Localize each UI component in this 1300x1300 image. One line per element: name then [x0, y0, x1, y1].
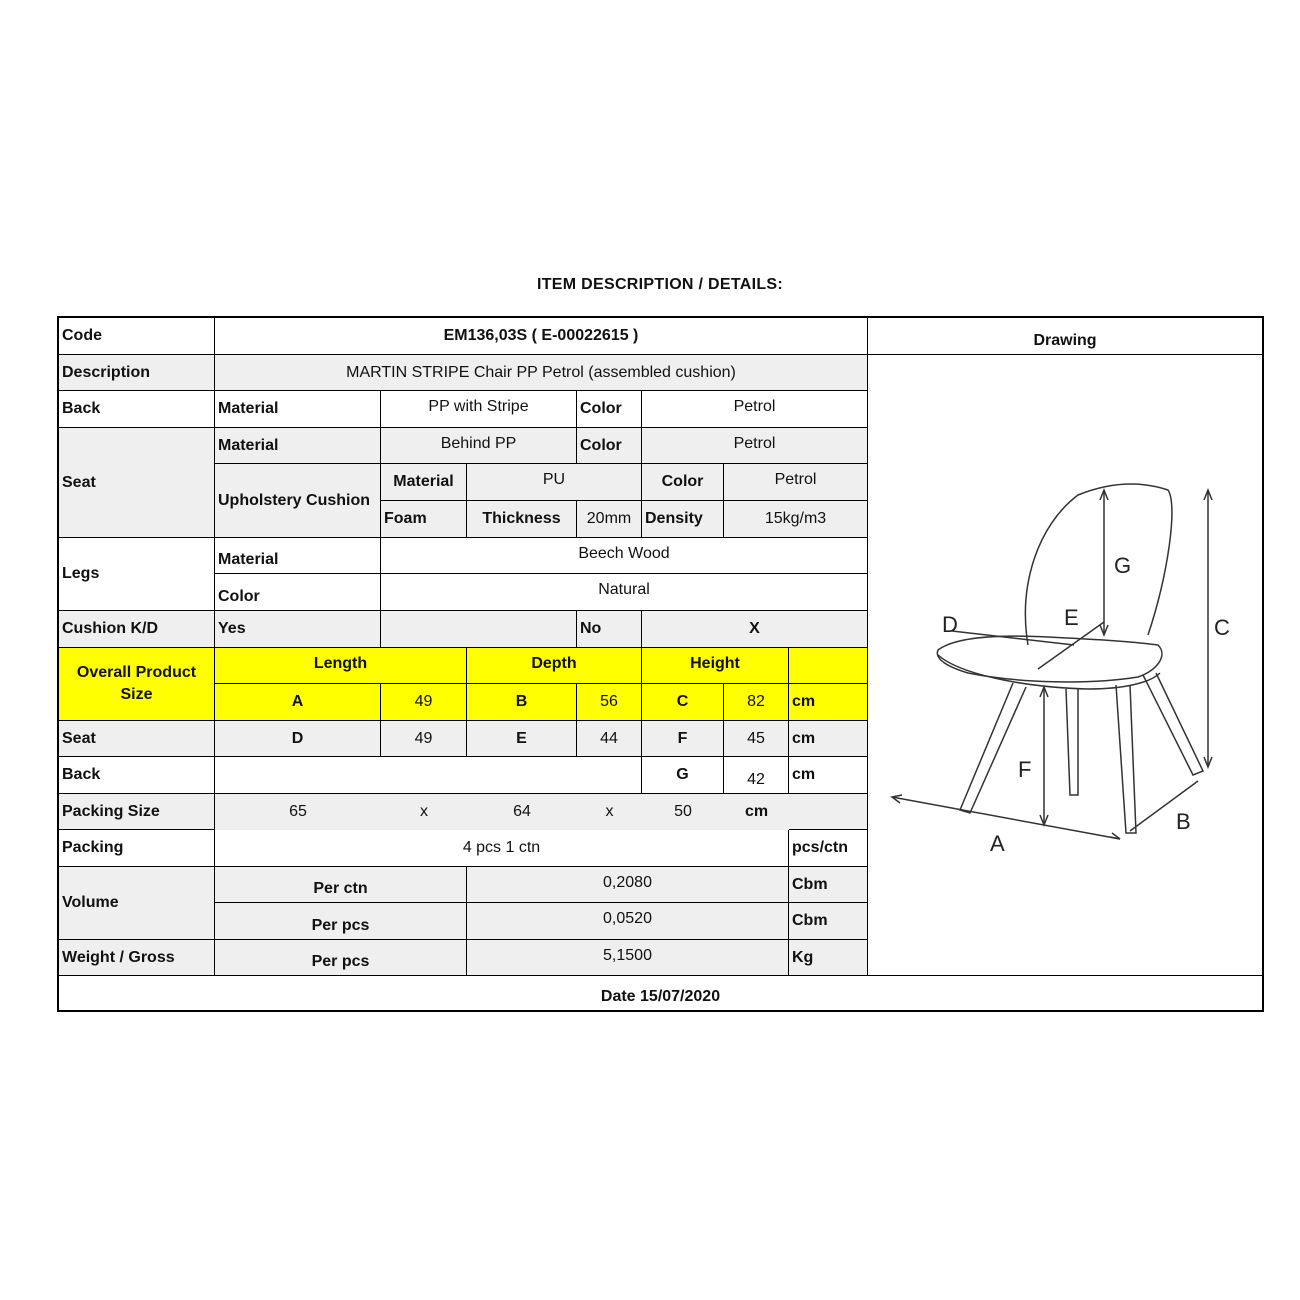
seat-label: Seat	[59, 428, 215, 538]
upholstery-material-value: PU	[467, 464, 642, 501]
c-label: C	[642, 684, 724, 721]
thickness-value: 20mm	[577, 501, 642, 538]
seat-size-unit: cm	[789, 721, 868, 757]
chair-leg-front-left	[960, 683, 1026, 813]
cushion-kd-yes-label: Yes	[215, 611, 381, 648]
density-label: Density	[642, 501, 724, 538]
packing-unit: pcs/ctn	[789, 830, 868, 867]
b-label: B	[467, 684, 577, 721]
chair-backrest	[1025, 484, 1171, 645]
volume-per-pcs-value: 0,0520	[467, 903, 789, 940]
depth-label: Depth	[467, 648, 642, 684]
code-label: Code	[59, 318, 215, 355]
weight-per-pcs-label: Per pcs	[215, 940, 467, 976]
d-value: 49	[381, 721, 467, 757]
d-label: D	[215, 721, 381, 757]
upholstery-cushion-label: Upholstery Cushion	[215, 464, 381, 538]
description-value: MARTIN STRIPE Chair PP Petrol (assembled cushion)	[215, 355, 868, 391]
volume-per-pcs-label: Per pcs	[215, 903, 467, 940]
weight-unit: Kg	[789, 940, 868, 976]
back-label: Back	[59, 391, 215, 428]
chair-leg-back-left	[1066, 689, 1078, 795]
seat-size-label: Seat	[59, 721, 215, 757]
back-color-label: Color	[577, 391, 642, 428]
cushion-kd-label: Cushion K/D	[59, 611, 215, 648]
drawing-label-a: A	[990, 831, 1005, 856]
chair-drawing-svg	[868, 355, 1262, 976]
document-date: Date 15/07/2020	[59, 976, 1262, 1010]
legs-color-label: Color	[215, 574, 381, 611]
chair-leg-back-right	[1143, 673, 1203, 775]
dim-line-a	[892, 797, 1120, 839]
thickness-label: Thickness	[467, 501, 577, 538]
cushion-kd-no-label: No	[577, 611, 642, 648]
chair-seat-edge	[938, 655, 1160, 689]
legs-material-value: Beech Wood	[381, 538, 868, 574]
weight-label: Weight / Gross	[59, 940, 215, 976]
drawing-header: Drawing	[868, 318, 1262, 355]
packing-size-label: Packing Size	[59, 794, 215, 830]
density-value: 15kg/m3	[724, 501, 868, 538]
volume-per-ctn-label: Per ctn	[215, 867, 467, 903]
upholstery-material-label: Material	[381, 464, 467, 501]
weight-value: 5,1500	[467, 940, 789, 976]
c-value: 82	[724, 684, 789, 721]
a-label: A	[215, 684, 381, 721]
a-value: 49	[381, 684, 467, 721]
overall-size-label: Overall Product Size	[59, 648, 215, 721]
seat-material-value: Behind PP	[381, 428, 577, 464]
f-value: 45	[724, 721, 789, 757]
f-label: F	[642, 721, 724, 757]
drawing-label-f: F	[1018, 757, 1032, 782]
drawing-label-e: E	[1064, 605, 1079, 630]
back-material-value: PP with Stripe	[381, 391, 577, 428]
spec-table	[57, 316, 1264, 1012]
foam-label: Foam	[381, 501, 467, 538]
upholstery-color-label: Color	[642, 464, 724, 501]
legs-color-value: Natural	[381, 574, 868, 611]
seat-color-label: Color	[577, 428, 642, 464]
back-size-unit: cm	[789, 757, 868, 794]
volume-per-pcs-unit: Cbm	[789, 903, 868, 940]
drawing-label-b: B	[1176, 809, 1191, 834]
cushion-kd-no-value: X	[642, 611, 868, 648]
e-value: 44	[577, 721, 642, 757]
overall-size-unit: cm	[789, 684, 868, 721]
legs-material-label: Material	[215, 538, 381, 574]
packing-width: 64	[467, 794, 577, 830]
packing-x1: x	[381, 794, 467, 830]
packing-label: Packing	[59, 830, 215, 867]
upholstery-color-value: Petrol	[724, 464, 868, 501]
e-label: E	[467, 721, 577, 757]
description-label: Description	[59, 355, 215, 391]
code-value: EM136,03S ( E-00022615 )	[215, 318, 868, 355]
packing-length: 65	[215, 794, 381, 830]
drawing-label-c: C	[1214, 615, 1230, 640]
back-size-label: Back	[59, 757, 215, 794]
back-color-value: Petrol	[642, 391, 868, 428]
chair-leg-front-right	[1116, 685, 1136, 833]
back-size-blank	[215, 757, 642, 794]
seat-material-label: Material	[215, 428, 381, 464]
b-value: 56	[577, 684, 642, 721]
packing-x2: x	[577, 794, 642, 830]
cushion-kd-yes-value	[381, 611, 577, 648]
drawing-label-d: D	[942, 612, 958, 637]
g-value: 42	[724, 757, 789, 794]
document-title: ITEM DESCRIPTION / DETAILS:	[536, 276, 784, 293]
length-label: Length	[215, 648, 467, 684]
packing-size-unit: cm	[724, 794, 789, 830]
volume-label: Volume	[59, 867, 215, 940]
back-material-label: Material	[215, 391, 381, 428]
height-label: Height	[642, 648, 789, 684]
volume-per-ctn-unit: Cbm	[789, 867, 868, 903]
packing-height: 50	[642, 794, 724, 830]
legs-label: Legs	[59, 538, 215, 611]
volume-per-ctn-value: 0,2080	[467, 867, 789, 903]
seat-color-value: Petrol	[642, 428, 868, 464]
drawing-label-g: G	[1114, 553, 1132, 578]
g-label: G	[642, 757, 724, 794]
overall-size-blank	[789, 648, 868, 684]
packing-value: 4 pcs 1 ctn	[215, 830, 789, 867]
chair-drawing	[868, 355, 1262, 976]
